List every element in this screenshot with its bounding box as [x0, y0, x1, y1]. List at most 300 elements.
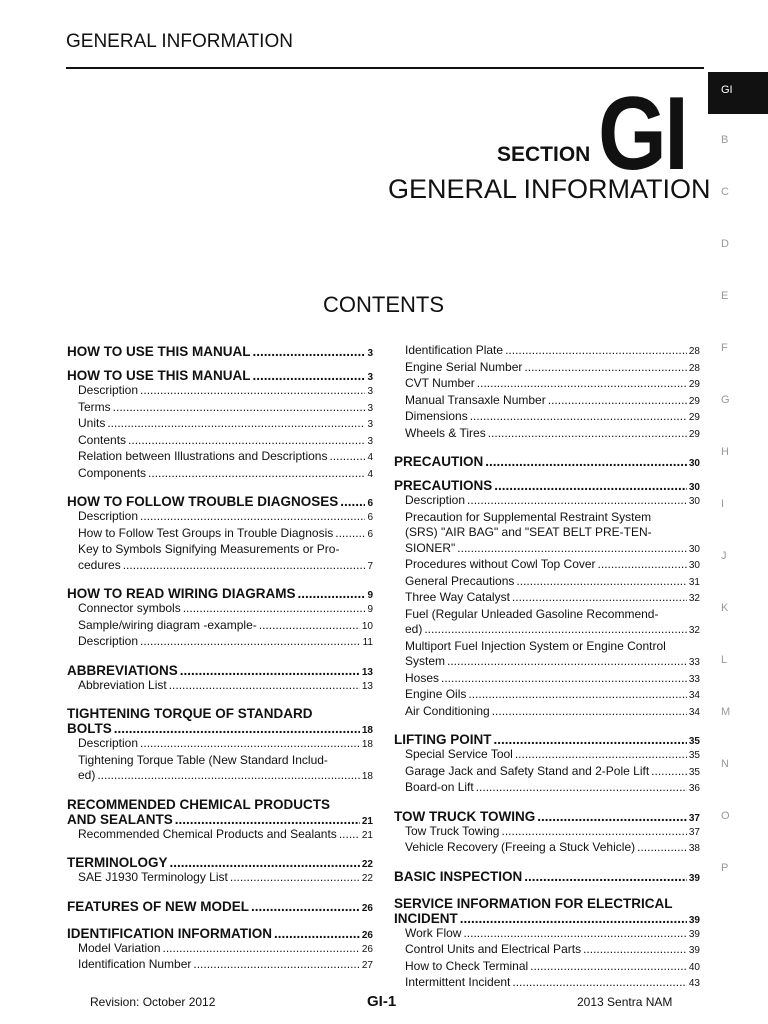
section-name: GENERAL INFORMATION	[388, 174, 711, 204]
toc-item[interactable]	[67, 678, 373, 695]
tab-m[interactable]: M	[721, 706, 731, 718]
leader-dots	[512, 590, 687, 606]
leader-dots	[501, 824, 686, 840]
toc-text: INCIDENT	[394, 910, 458, 926]
toc-page-number: 28	[688, 346, 700, 357]
toc-line	[405, 574, 700, 591]
toc-text: Procedures without Cowl Top Cover	[405, 557, 596, 571]
spacer	[67, 574, 373, 586]
toc-text: HOW TO READ WIRING DIAGRAMS	[67, 586, 296, 601]
toc-page-number: 30	[688, 496, 700, 507]
toc-item[interactable]	[394, 639, 700, 671]
toc-item[interactable]	[394, 574, 700, 591]
toc-page-number: 9	[367, 590, 373, 601]
toc-text: Fuel (Regular Unleaded Gasoline Recommend-	[405, 606, 659, 621]
toc-page-number: 4	[367, 452, 373, 463]
leader-dots	[460, 911, 687, 926]
toc-text: HOW TO FOLLOW TROUBLE DIAGNOSES	[67, 494, 339, 509]
toc-line	[78, 941, 373, 958]
contents-right-column	[394, 343, 700, 992]
toc-line	[405, 426, 700, 443]
toc-line	[78, 827, 373, 844]
tab-d[interactable]: D	[721, 238, 729, 250]
spacer	[67, 359, 373, 368]
contents-title: CONTENTS	[323, 292, 444, 317]
toc-item[interactable]	[67, 433, 373, 450]
toc-line	[78, 526, 373, 543]
leader-dots	[512, 975, 686, 991]
tab-c[interactable]: C	[721, 186, 729, 198]
toc-line	[405, 959, 700, 976]
toc-item[interactable]	[394, 393, 700, 410]
toc-item[interactable]	[394, 409, 700, 426]
leader-dots	[169, 678, 360, 694]
toc-line	[67, 344, 373, 359]
toc-item[interactable]	[394, 687, 700, 704]
tab-f[interactable]: F	[721, 342, 728, 354]
toc-page-number: 35	[688, 736, 700, 747]
toc-item[interactable]	[394, 360, 700, 377]
toc-text: Work Flow	[405, 925, 462, 940]
toc-page-number: 37	[688, 826, 700, 838]
leader-dots	[485, 454, 687, 469]
toc-page-number: 4	[367, 468, 373, 480]
toc-line	[405, 704, 700, 721]
toc-heading[interactable]	[67, 706, 373, 736]
spacer	[394, 857, 700, 869]
toc-heading[interactable]	[394, 869, 700, 884]
toc-line	[405, 360, 700, 377]
toc-item[interactable]	[394, 510, 700, 558]
toc-item[interactable]	[394, 426, 700, 443]
leader-dots	[140, 634, 361, 650]
leader-dots	[253, 368, 366, 383]
leader-dots	[477, 376, 687, 392]
toc-line	[405, 409, 700, 426]
toc-page-number: 32	[688, 625, 700, 636]
toc-text: (SRS) "AIR BAG" and "SEAT BELT PRE-TEN-	[405, 525, 652, 539]
toc-item[interactable]	[394, 840, 700, 857]
toc-item[interactable]	[67, 618, 373, 635]
toc-page-number: 22	[361, 859, 373, 870]
tab-h[interactable]: H	[721, 446, 729, 458]
toc-text: FEATURES OF NEW MODEL	[67, 898, 249, 914]
toc-line	[405, 671, 700, 688]
toc-page-number: 29	[688, 395, 700, 407]
tab-p[interactable]: P	[721, 862, 729, 874]
toc-heading[interactable]	[394, 809, 700, 824]
toc-line	[405, 975, 700, 992]
toc-heading[interactable]	[394, 478, 700, 493]
toc-text: AND SEALANTS	[67, 811, 173, 827]
toc-line	[405, 824, 700, 841]
spacer	[67, 651, 373, 663]
toc-text: Key to Symbols Signifying Measurements or Pro-	[78, 542, 340, 556]
tab-o[interactable]: O	[721, 810, 730, 822]
toc-page-number: 39	[688, 945, 700, 956]
toc-item[interactable]	[67, 526, 373, 543]
toc-text: PRECAUTIONS	[394, 478, 493, 493]
toc-item[interactable]	[394, 343, 700, 360]
toc-page-number: 28	[688, 362, 700, 374]
leader-dots	[140, 383, 365, 399]
toc-page-number: 6	[367, 512, 373, 523]
footer-model: 2013 Sentra NAM	[577, 995, 673, 1009]
toc-page-number: 34	[688, 706, 700, 718]
toc-text: SERVICE INFORMATION FOR ELECTRICAL	[394, 895, 673, 911]
leader-dots	[494, 732, 687, 747]
leader-dots	[97, 768, 360, 784]
toc-text: ABBREVIATIONS	[67, 662, 178, 678]
toc-page-number: 33	[688, 657, 700, 668]
leader-dots	[537, 809, 687, 824]
toc-item[interactable]	[67, 466, 373, 483]
toc-page-number: 3	[367, 419, 373, 430]
toc-line	[78, 736, 373, 753]
toc-line	[394, 911, 700, 926]
leader-dots	[113, 400, 366, 416]
toc-text: Manual Transaxle Number	[405, 392, 546, 407]
leader-dots	[193, 957, 359, 973]
toc-text: Garage Jack and Safety Stand and 2-Pole Lift	[405, 763, 650, 778]
toc-text: IDENTIFICATION INFORMATION	[67, 925, 272, 941]
leader-dots	[524, 360, 686, 376]
toc-heading[interactable]	[67, 855, 373, 870]
toc-page-number: 29	[688, 428, 700, 440]
toc-line	[67, 586, 373, 601]
toc-text: LIFTING POINT	[394, 732, 492, 747]
toc-line	[67, 663, 373, 678]
toc-line	[78, 870, 373, 887]
toc-text: HOW TO USE THIS MANUAL	[67, 344, 251, 359]
toc-text: Vehicle Recovery (Freeing a Stuck Vehicle)	[405, 840, 636, 854]
leader-dots	[298, 586, 366, 601]
spacer	[394, 442, 700, 454]
toc-text: Three Way Catalyst	[405, 590, 510, 604]
toc-heading[interactable]	[67, 899, 373, 914]
toc-line	[405, 343, 700, 360]
toc-item[interactable]	[394, 493, 700, 510]
toc-text: Abbreviation List	[78, 677, 167, 692]
toc-line	[78, 416, 373, 433]
toc-line	[78, 957, 373, 974]
toc-heading[interactable]	[394, 454, 700, 469]
toc-page-number: 30	[688, 543, 700, 555]
leader-dots	[140, 509, 365, 525]
leader-dots	[463, 926, 686, 942]
toc-item[interactable]	[67, 827, 373, 844]
toc-page-number: 21	[361, 829, 373, 841]
leader-dots	[183, 601, 366, 617]
toc-text: TOW TRUCK TOWING	[394, 808, 536, 824]
toc-page-number: 3	[367, 348, 373, 359]
toc-text: Recommended Chemical Products and Sealants	[78, 826, 337, 841]
toc-heading[interactable]	[67, 494, 373, 509]
toc-text: Contents	[78, 432, 127, 447]
toc-text: System	[405, 654, 446, 668]
leader-dots	[340, 494, 365, 509]
toc-text: Engine Oils	[405, 687, 467, 701]
toc-page-number: 43	[688, 978, 700, 989]
toc-text: ed)	[78, 768, 96, 782]
leader-dots	[274, 926, 360, 941]
toc-heading[interactable]	[67, 344, 373, 359]
toc-line	[78, 634, 373, 651]
footer-revision: Revision: October 2012	[90, 995, 216, 1009]
toc-item[interactable]	[394, 607, 700, 639]
toc-item[interactable]	[394, 747, 700, 764]
toc-item[interactable]	[394, 824, 700, 841]
toc-line	[78, 618, 373, 635]
toc-line	[405, 557, 700, 574]
toc-item[interactable]	[394, 590, 700, 607]
toc-text: Control Units and Electrical Parts	[405, 942, 582, 956]
toc-item[interactable]	[394, 959, 700, 976]
toc-text: Connector symbols	[78, 601, 181, 615]
toc-item[interactable]	[67, 736, 373, 753]
toc-item[interactable]	[67, 601, 373, 618]
toc-text: TERMINOLOGY	[67, 855, 168, 870]
toc-text: How to Check Terminal	[405, 958, 529, 973]
running-header-title: GENERAL INFORMATION	[66, 31, 293, 52]
toc-line	[405, 541, 700, 558]
toc-line	[394, 454, 700, 469]
toc-heading[interactable]	[394, 896, 700, 926]
toc-page-number: 3	[367, 372, 373, 383]
toc-heading[interactable]	[67, 663, 373, 678]
leader-dots	[107, 416, 365, 432]
spacer	[67, 887, 373, 899]
toc-page-number: 35	[688, 766, 700, 778]
toc-text: Identification Number	[78, 957, 192, 971]
leader-dots	[251, 899, 360, 914]
toc-page-number: 10	[361, 620, 373, 632]
tab-j[interactable]: J	[721, 550, 727, 562]
toc-item[interactable]	[394, 557, 700, 574]
toc-text: Engine Serial Number	[405, 359, 523, 374]
toc-item[interactable]	[67, 870, 373, 887]
spacer	[67, 785, 373, 797]
leader-dots	[163, 941, 360, 957]
toc-item[interactable]	[67, 941, 373, 958]
toc-text: Description	[78, 634, 139, 648]
toc-line	[394, 809, 700, 824]
toc-line	[67, 812, 373, 827]
toc-text: PRECAUTION	[394, 454, 484, 469]
toc-page-number: 31	[688, 576, 700, 588]
toc-text: Tow Truck Towing	[405, 823, 500, 838]
toc-line	[78, 433, 373, 450]
leader-dots	[524, 869, 687, 884]
toc-page-number: 33	[688, 673, 700, 685]
toc-line	[78, 509, 373, 526]
tab-k[interactable]: K	[721, 602, 729, 614]
toc-text: Identification Plate	[405, 343, 504, 357]
toc-line	[405, 376, 700, 393]
toc-text: SIONER"	[405, 540, 456, 555]
toc-text: General Precautions	[405, 573, 515, 588]
toc-heading[interactable]	[67, 926, 373, 941]
toc-heading[interactable]	[67, 368, 373, 383]
tab-i[interactable]: I	[721, 498, 725, 510]
toc-page-number: 37	[688, 812, 700, 824]
toc-page-number: 9	[367, 604, 373, 615]
toc-page-number: 3	[367, 402, 373, 414]
toc-line	[405, 926, 700, 943]
toc-item[interactable]	[394, 975, 700, 992]
toc-line	[405, 747, 700, 764]
leader-dots	[457, 541, 687, 557]
toc-text: ed)	[405, 622, 423, 636]
leader-dots	[329, 449, 365, 465]
toc-line	[405, 687, 700, 704]
toc-text: RECOMMENDED CHEMICAL PRODUCTS	[67, 796, 331, 812]
toc-item[interactable]	[394, 376, 700, 393]
leader-dots	[175, 812, 360, 827]
toc-text: Air Conditioning	[405, 703, 490, 718]
toc-item[interactable]	[394, 671, 700, 688]
leader-dots	[515, 747, 687, 763]
toc-text: Terms	[78, 399, 111, 414]
leader-dots	[488, 426, 687, 442]
toc-line	[67, 926, 373, 941]
leader-dots	[516, 574, 686, 590]
toc-text: Wheels & Tires	[405, 425, 486, 440]
toc-page-number: 22	[361, 873, 373, 884]
leader-dots	[651, 764, 687, 780]
tab-l[interactable]: L	[721, 654, 728, 666]
toc-line	[394, 869, 700, 884]
toc-line	[78, 678, 373, 695]
leader-dots	[123, 558, 366, 574]
header-rule	[66, 67, 704, 69]
toc-page-number: 30	[688, 458, 700, 469]
toc-text: Description	[405, 493, 466, 507]
leader-dots	[530, 959, 687, 975]
leader-dots	[598, 557, 687, 573]
leader-dots	[335, 526, 365, 542]
leader-dots	[170, 855, 360, 870]
toc-item[interactable]	[394, 926, 700, 943]
tab-gi[interactable]: GI	[708, 72, 768, 114]
toc-item[interactable]	[67, 400, 373, 417]
toc-item[interactable]	[394, 942, 700, 959]
tab-g[interactable]: G	[721, 394, 730, 406]
toc-item[interactable]	[67, 542, 373, 574]
toc-item[interactable]	[394, 764, 700, 781]
leader-dots	[492, 704, 687, 720]
toc-item[interactable]	[67, 634, 373, 651]
toc-line	[405, 393, 700, 410]
footer-page-number: GI-1	[367, 993, 397, 1010]
leader-dots	[548, 393, 687, 409]
toc-line	[405, 764, 700, 781]
toc-line	[405, 622, 700, 639]
toc-heading[interactable]	[394, 732, 700, 747]
toc-page-number: 30	[688, 560, 700, 571]
toc-line	[78, 768, 373, 785]
leader-dots	[148, 466, 365, 482]
toc-item[interactable]	[67, 383, 373, 400]
spacer	[67, 482, 373, 494]
tab-e[interactable]: E	[721, 290, 729, 302]
toc-page-number: 21	[361, 815, 373, 827]
toc-page-number: 38	[688, 843, 700, 854]
toc-item[interactable]	[394, 780, 700, 797]
toc-item[interactable]	[67, 416, 373, 433]
toc-line	[67, 368, 373, 383]
toc-item[interactable]	[67, 753, 373, 785]
toc-line	[78, 601, 373, 618]
toc-text: BASIC INSPECTION	[394, 868, 523, 884]
toc-page-number: 18	[361, 771, 373, 782]
toc-page-number: 3	[367, 435, 373, 447]
leader-dots	[470, 409, 687, 425]
toc-line	[78, 466, 373, 483]
leader-dots	[259, 618, 360, 634]
toc-item[interactable]	[67, 957, 373, 974]
leader-dots	[476, 780, 687, 796]
toc-heading[interactable]	[67, 586, 373, 601]
toc-text: Units	[78, 416, 106, 430]
toc-page-number: 35	[688, 750, 700, 761]
tab-b[interactable]: B	[721, 134, 729, 146]
toc-text: How to Follow Test Groups in Trouble Diagnosis	[78, 525, 334, 540]
toc-text: Special Service Tool	[405, 747, 513, 761]
toc-text: Tightening Torque Table (New Standard Includ-	[78, 752, 328, 767]
toc-text: CVT Number	[405, 376, 475, 390]
toc-text: Model Variation	[78, 940, 161, 955]
toc-item[interactable]	[394, 704, 700, 721]
section-index-tabs	[708, 72, 768, 904]
toc-text: Description	[78, 736, 139, 750]
toc-line	[78, 400, 373, 417]
toc-item[interactable]	[67, 449, 373, 466]
leader-dots	[339, 827, 360, 843]
toc-line	[394, 478, 700, 493]
leader-dots	[114, 721, 360, 736]
spacer	[394, 884, 700, 896]
leader-dots	[140, 736, 360, 752]
toc-line	[405, 493, 700, 510]
toc-page-number: 18	[361, 739, 373, 750]
toc-page-number: 40	[688, 961, 700, 973]
toc-page-number: 36	[688, 783, 700, 794]
leader-dots	[230, 870, 360, 886]
toc-page-number: 26	[361, 943, 373, 955]
toc-line	[67, 855, 373, 870]
toc-line	[394, 732, 700, 747]
toc-page-number: 13	[361, 666, 373, 678]
toc-item[interactable]	[67, 509, 373, 526]
toc-page-number: 6	[367, 498, 373, 509]
toc-line	[405, 942, 700, 959]
toc-page-number: 11	[362, 637, 373, 648]
toc-heading[interactable]	[67, 797, 373, 827]
leader-dots	[424, 622, 687, 638]
toc-page-number: 29	[688, 412, 700, 423]
toc-line	[405, 840, 700, 857]
toc-text: Components	[78, 465, 147, 480]
spacer	[67, 694, 373, 706]
toc-page-number: 34	[688, 690, 700, 701]
toc-line	[78, 449, 373, 466]
toc-line	[78, 558, 373, 575]
toc-text: HOW TO USE THIS MANUAL	[67, 368, 251, 383]
toc-text: SAE J1930 Terminology List	[78, 870, 228, 884]
tab-n[interactable]: N	[721, 758, 729, 770]
leader-dots	[447, 654, 687, 670]
